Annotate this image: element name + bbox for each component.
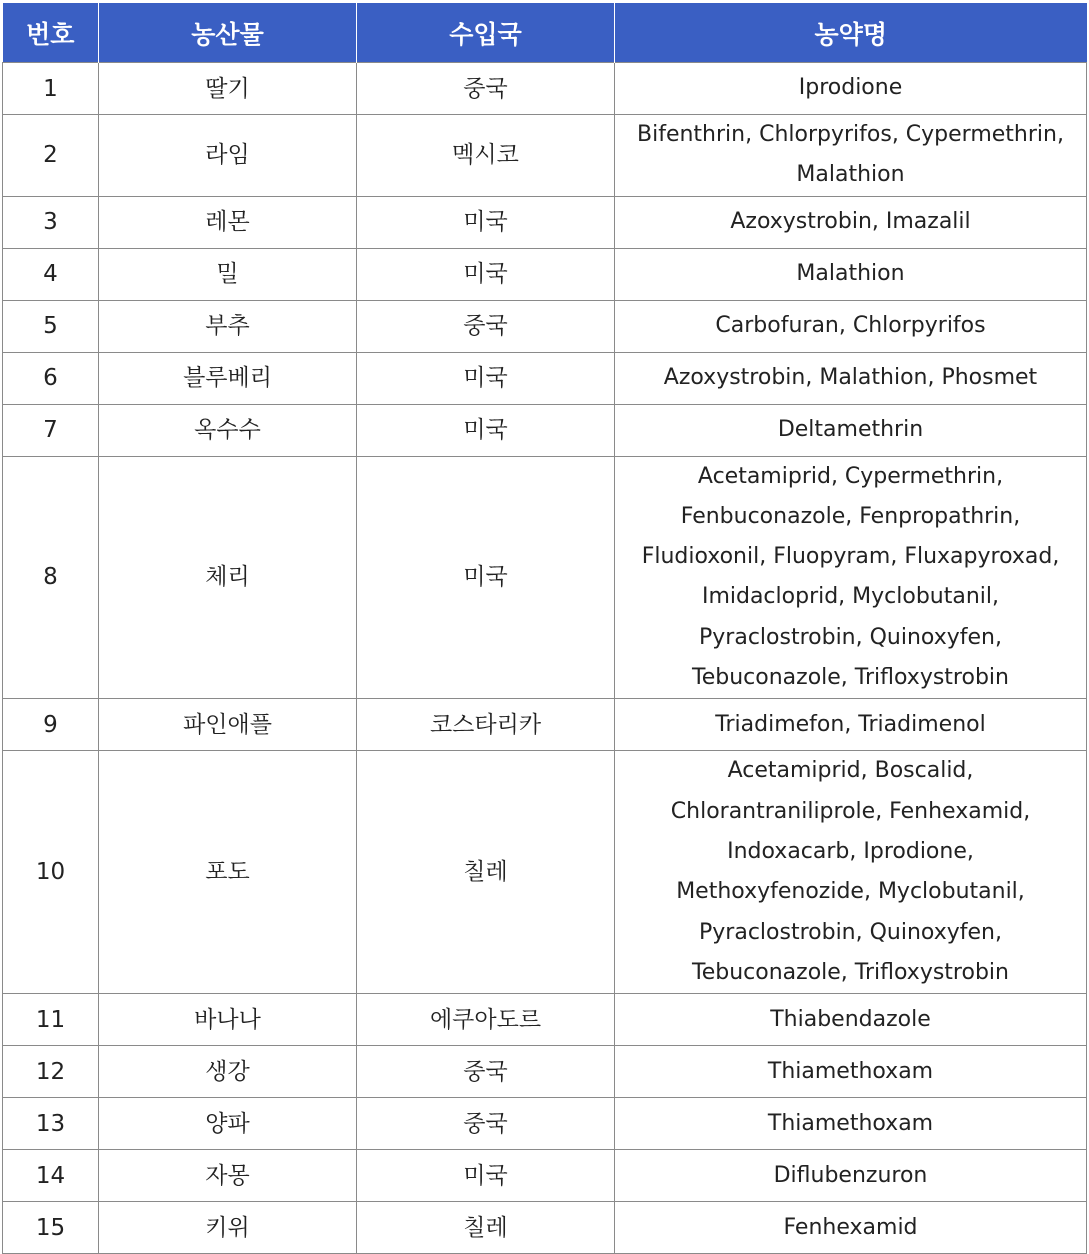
pesticide-line: Tebuconazole, Trifloxystrobin xyxy=(692,665,1009,691)
cell-crop: 레몬 xyxy=(99,196,357,248)
cell-no: 9 xyxy=(3,699,99,751)
table-row xyxy=(3,63,1087,115)
cell-no: 15 xyxy=(3,1202,99,1254)
table-row xyxy=(3,248,1087,300)
cell-no: 2 xyxy=(3,115,99,197)
table-row xyxy=(3,1202,1087,1254)
cell-country: 코스타리카 xyxy=(357,699,615,751)
header-row xyxy=(3,3,1087,63)
cell-country: 미국 xyxy=(357,248,615,300)
cell-pesticide xyxy=(615,352,1087,404)
cell-pesticide xyxy=(615,699,1087,751)
cell-country: 미국 xyxy=(357,456,615,699)
pesticide-line: Deltamethrin xyxy=(777,416,924,442)
cell-crop: 포도 xyxy=(99,751,357,994)
pesticide-line: Diflubenzuron xyxy=(773,1162,928,1188)
cell-pesticide xyxy=(615,1202,1087,1254)
cell-pesticide xyxy=(615,404,1087,456)
pesticide-line: Fenbuconazole, Fenpropathrin, xyxy=(680,503,1021,529)
cell-country: 칠레 xyxy=(357,1202,615,1254)
table-row xyxy=(3,352,1087,404)
cell-crop: 블루베리 xyxy=(99,352,357,404)
cell-crop: 자몽 xyxy=(99,1150,357,1202)
table-header xyxy=(3,3,1087,63)
cell-crop: 양파 xyxy=(99,1098,357,1150)
pesticide-line: Pyraclostrobin, Quinoxyfen, xyxy=(699,624,1002,650)
pesticide-line: Chlorantraniliprole, Fenhexamid, xyxy=(670,798,1031,824)
cell-no: 4 xyxy=(3,248,99,300)
table-row xyxy=(3,196,1087,248)
cell-no: 3 xyxy=(3,196,99,248)
cell-pesticide xyxy=(615,994,1087,1046)
pesticide-line: Thiamethoxam xyxy=(767,1110,934,1136)
header-no: 번호 xyxy=(3,3,99,63)
pesticide-line: Triadimefon, Triadimenol xyxy=(715,711,986,737)
cell-country: 멕시코 xyxy=(357,115,615,197)
cell-country: 중국 xyxy=(357,1098,615,1150)
cell-crop: 생강 xyxy=(99,1046,357,1098)
table-row xyxy=(3,994,1087,1046)
cell-pesticide xyxy=(615,751,1087,994)
cell-no: 7 xyxy=(3,404,99,456)
cell-crop: 바나나 xyxy=(99,994,357,1046)
cell-pesticide xyxy=(615,63,1087,115)
cell-pesticide xyxy=(615,1150,1087,1202)
pesticide-line: Thiabendazole xyxy=(770,1006,931,1032)
pesticide-table xyxy=(2,3,1087,1254)
table-row xyxy=(3,1098,1087,1150)
pesticide-line: Carbofuran, Chlorpyrifos xyxy=(715,312,986,338)
table-row xyxy=(3,115,1087,197)
table-row xyxy=(3,1150,1087,1202)
pesticide-line: Fludioxonil, Fluopyram, Fluxapyroxad, xyxy=(641,544,1060,570)
table-body xyxy=(3,63,1087,1254)
cell-country: 미국 xyxy=(357,404,615,456)
cell-crop: 부추 xyxy=(99,300,357,352)
table-row xyxy=(3,699,1087,751)
header-crop: 농산물 xyxy=(99,3,357,63)
pesticide-line: Fenhexamid xyxy=(783,1214,918,1240)
cell-no: 12 xyxy=(3,1046,99,1098)
pesticide-line: Pyraclostrobin, Quinoxyfen, xyxy=(699,919,1002,945)
cell-no: 5 xyxy=(3,300,99,352)
pesticide-line: Malathion xyxy=(796,260,905,286)
pesticide-line: Iprodione xyxy=(798,75,903,101)
pesticide-line: Thiamethoxam xyxy=(767,1058,934,1084)
pesticide-line: Acetamiprid, Cypermethrin, xyxy=(697,463,1004,489)
pesticide-line: Bifenthrin, Chlorpyrifos, Cypermethrin, xyxy=(637,122,1064,147)
table-row xyxy=(3,456,1087,699)
cell-pesticide xyxy=(615,456,1087,699)
table-row xyxy=(3,300,1087,352)
cell-country: 칠레 xyxy=(357,751,615,994)
cell-no: 13 xyxy=(3,1098,99,1150)
cell-crop: 밀 xyxy=(99,248,357,300)
pesticide-line: Acetamiprid, Boscalid, xyxy=(727,758,974,784)
cell-no: 1 xyxy=(3,63,99,115)
cell-country: 미국 xyxy=(357,196,615,248)
cell-country: 미국 xyxy=(357,352,615,404)
cell-country: 중국 xyxy=(357,300,615,352)
table-row xyxy=(3,751,1087,994)
header-country: 수입국 xyxy=(357,3,615,63)
cell-country: 미국 xyxy=(357,1150,615,1202)
cell-crop: 파인애플 xyxy=(99,699,357,751)
pesticide-line: Tebuconazole, Trifloxystrobin xyxy=(692,959,1009,985)
cell-crop: 체리 xyxy=(99,456,357,699)
table-row xyxy=(3,1046,1087,1098)
pesticide-line: Indoxacarb, Iprodione, xyxy=(727,838,974,864)
pesticide-line: Azoxystrobin, Imazalil xyxy=(730,208,971,234)
table-row xyxy=(3,404,1087,456)
cell-pesticide xyxy=(615,248,1087,300)
pesticide-line: Azoxystrobin, Malathion, Phosmet xyxy=(663,364,1038,390)
cell-country: 중국 xyxy=(357,1046,615,1098)
cell-pesticide xyxy=(615,1098,1087,1150)
header-pesticide: 농약명 xyxy=(615,3,1087,63)
cell-pesticide xyxy=(615,300,1087,352)
cell-crop: 딸기 xyxy=(99,63,357,115)
cell-pesticide xyxy=(615,196,1087,248)
pesticide-line: Imidacloprid, Myclobutanil, xyxy=(701,584,1000,610)
cell-country: 에쿠아도르 xyxy=(357,994,615,1046)
cell-no: 6 xyxy=(3,352,99,404)
cell-no: 14 xyxy=(3,1150,99,1202)
cell-no: 11 xyxy=(3,994,99,1046)
cell-crop: 키위 xyxy=(99,1202,357,1254)
cell-crop: 옥수수 xyxy=(99,404,357,456)
pesticide-line: Methoxyfenozide, Myclobutanil, xyxy=(676,879,1025,905)
cell-crop: 라임 xyxy=(99,115,357,197)
pesticide-line: Malathion xyxy=(796,162,905,188)
cell-no: 8 xyxy=(3,456,99,699)
cell-no: 10 xyxy=(3,751,99,994)
cell-country: 중국 xyxy=(357,63,615,115)
cell-pesticide xyxy=(615,115,1087,197)
cell-pesticide xyxy=(615,1046,1087,1098)
